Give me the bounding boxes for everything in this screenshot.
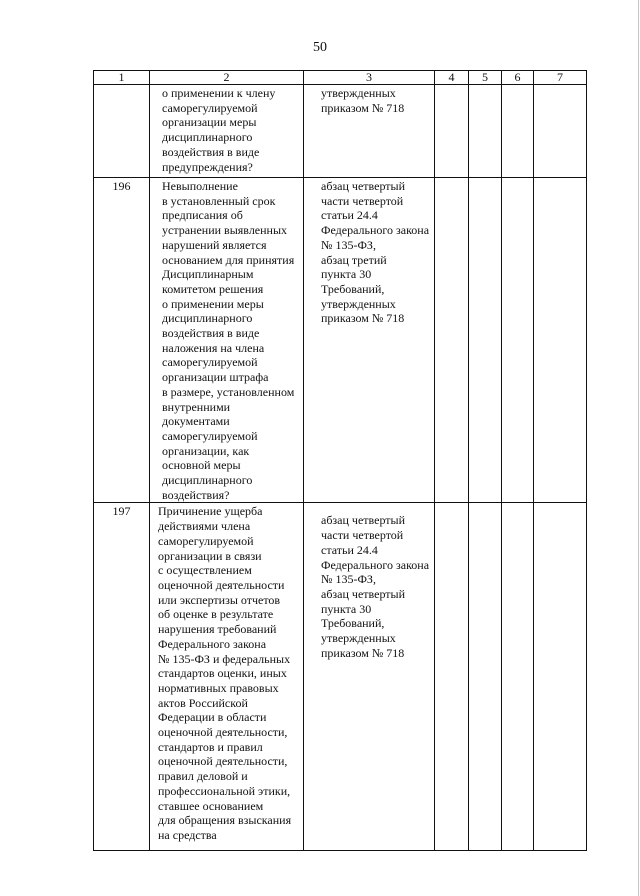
row-number xyxy=(94,85,150,178)
question-line: дисциплинарного xyxy=(162,311,253,326)
question-line: правил деловой и xyxy=(158,769,248,784)
reference-line: № 135-ФЗ, xyxy=(321,572,376,587)
question-line: о применении к члену xyxy=(162,86,276,100)
question-line: Дисциплинарным xyxy=(162,267,254,282)
question-line: нарушения требований xyxy=(158,622,277,637)
question-line: ставшее основанием xyxy=(158,798,264,813)
reference-line: утвержденных xyxy=(321,86,396,100)
reference-line: Требований, xyxy=(321,616,385,631)
empty-cell xyxy=(435,178,469,503)
question-line: в размере, установленном xyxy=(162,384,295,399)
question-line: о применении меры xyxy=(162,296,264,311)
reference-line: части четвертой xyxy=(321,193,404,208)
column-header: 3 xyxy=(304,71,435,85)
question-line: для обращения взыскания xyxy=(158,813,292,828)
reference-line: абзац третий xyxy=(321,252,387,267)
reference-line: статьи 24.4 xyxy=(321,208,378,223)
question-line: об оценке в результате xyxy=(158,607,274,622)
question-line: саморегулируемой xyxy=(162,100,258,115)
reference-line: абзац четвертый xyxy=(321,586,406,601)
reference-line: Федерального закона xyxy=(321,557,430,572)
question-line: актов Российской xyxy=(158,695,248,710)
question-line: стандартов и правил xyxy=(158,739,263,754)
requirements-table xyxy=(93,70,587,851)
reference-cell xyxy=(304,178,435,503)
column-header: 2 xyxy=(150,71,304,85)
reference-line: абзац четвертый xyxy=(321,179,406,193)
question-line: № 135-ФЗ и федеральных xyxy=(158,651,291,666)
question-line: саморегулируемой xyxy=(162,428,258,443)
question-line: организации меры xyxy=(162,115,257,130)
question-line: дисциплинарного xyxy=(162,130,253,145)
question-line: оценочной деятельности, xyxy=(158,725,288,740)
table-row xyxy=(94,503,587,851)
question-line: дисциплинарного xyxy=(162,473,253,488)
question-line: действиями члена xyxy=(158,519,251,534)
question-line: основанием для принятия xyxy=(162,252,295,267)
question-line: устранении выявленных xyxy=(162,223,288,238)
empty-cell xyxy=(534,503,587,851)
empty-cell xyxy=(534,178,587,503)
reference-line: утвержденных xyxy=(321,631,396,646)
question-line: воздействия в виде xyxy=(162,144,260,159)
table-row xyxy=(94,178,587,503)
question-line: организации, как xyxy=(162,443,250,458)
question-line: организации штрафа xyxy=(162,370,269,385)
reference-line: части четвертой xyxy=(321,528,404,543)
empty-cell xyxy=(502,85,534,178)
reference-line: приказом № 718 xyxy=(321,100,405,115)
question-line: нарушений является xyxy=(162,237,267,252)
question-line: профессиональной этики, xyxy=(158,783,291,798)
empty-cell xyxy=(435,85,469,178)
question-cell xyxy=(150,503,304,851)
reference-cell xyxy=(304,503,435,851)
question-line: документами xyxy=(162,414,230,429)
reference-line: приказом № 718 xyxy=(321,311,405,326)
question-line: предписания об xyxy=(162,208,243,223)
question-line: Федерального закона xyxy=(158,636,267,651)
question-line: оценочной деятельности xyxy=(158,577,285,592)
question-line: предупреждения? xyxy=(162,159,253,174)
row-number: 196 xyxy=(94,178,150,503)
question-line: или экспертизы отчетов xyxy=(158,592,281,607)
question-line: внутренними xyxy=(162,399,231,414)
reference-line: пункта 30 xyxy=(321,601,372,616)
question-line: с осуществлением xyxy=(158,563,252,578)
question-line: нормативных правовых xyxy=(158,680,279,695)
empty-cell xyxy=(502,178,534,503)
column-header: 4 xyxy=(435,71,469,85)
question-cell xyxy=(150,178,304,503)
question-line: на средства xyxy=(158,827,217,842)
question-line: саморегулируемой xyxy=(158,533,254,548)
reference-line: статьи 24.4 xyxy=(321,542,378,557)
table-row xyxy=(94,85,587,178)
column-header: 6 xyxy=(502,71,534,85)
reference-line: пункта 30 xyxy=(321,267,372,282)
question-line: оценочной деятельности, xyxy=(158,754,288,769)
header-row xyxy=(94,71,587,85)
empty-cell xyxy=(502,503,534,851)
question-line: Федерации в области xyxy=(158,710,267,725)
question-line: Причинение ущерба xyxy=(158,504,263,519)
question-line: воздействия? xyxy=(162,487,230,502)
column-header: 1 xyxy=(94,71,150,85)
question-line: стандартов оценки, иных xyxy=(158,666,287,681)
row-number: 197 xyxy=(94,503,150,851)
empty-cell xyxy=(469,503,502,851)
reference-line: Федерального закона xyxy=(321,223,430,238)
reference-line: абзац четвертый xyxy=(321,513,406,528)
question-line: в установленный срок xyxy=(162,193,276,208)
empty-cell xyxy=(469,85,502,178)
question-line: наложения на члена xyxy=(162,340,265,355)
question-line: основной меры xyxy=(162,458,241,473)
empty-cell xyxy=(435,503,469,851)
reference-line: № 135-ФЗ, xyxy=(321,237,376,252)
empty-cell xyxy=(469,178,502,503)
column-header: 7 xyxy=(534,71,587,85)
question-line: саморегулируемой xyxy=(162,355,258,370)
question-line: Невыполнение xyxy=(162,179,238,193)
question-line: комитетом решения xyxy=(162,281,264,296)
page-number: 50 xyxy=(313,40,327,55)
question-line: организации в связи xyxy=(158,548,262,563)
reference-line: Требований, xyxy=(321,281,385,296)
reference-line: приказом № 718 xyxy=(321,645,405,660)
empty-cell xyxy=(534,85,587,178)
column-header: 5 xyxy=(469,71,502,85)
reference-line: утвержденных xyxy=(321,296,396,311)
question-line: воздействия в виде xyxy=(162,326,260,341)
question-cell xyxy=(150,85,304,178)
page-edge xyxy=(638,0,639,896)
reference-cell xyxy=(304,85,435,178)
